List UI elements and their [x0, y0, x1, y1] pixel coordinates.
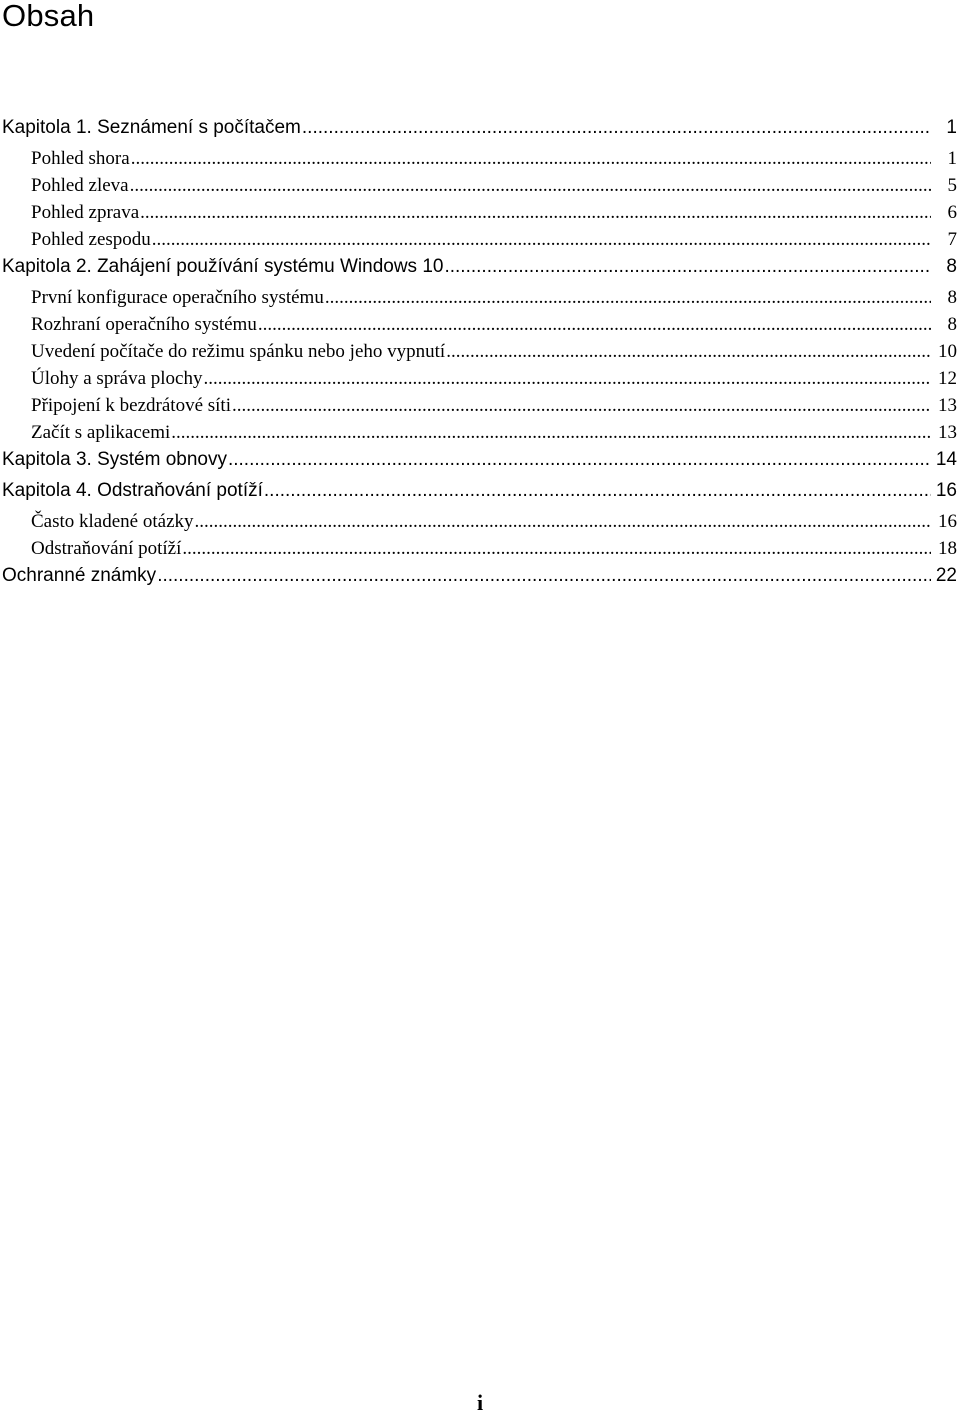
toc-dot-leader [258, 311, 931, 338]
toc-entry-page: 8 [947, 314, 957, 335]
toc-dot-leader [302, 114, 931, 141]
toc-section-entry[interactable] [2, 392, 957, 419]
toc-section-entry[interactable] [2, 535, 957, 562]
toc-dot-leader [131, 145, 931, 172]
toc-section-entry[interactable] [2, 338, 957, 365]
toc-chapter-entry[interactable] [2, 114, 957, 145]
toc-dot-leader [171, 419, 931, 446]
toc-entry-title: Kapitola 1. Seznámení s počítačem [2, 117, 301, 138]
toc-entry-title: Pohled zprava [31, 202, 140, 223]
toc-entry-title: Pohled zespodu [31, 229, 151, 250]
toc-section-entry[interactable] [2, 284, 957, 311]
toc-chapter-entry[interactable] [2, 253, 957, 284]
toc-section-entry[interactable] [2, 199, 957, 226]
toc-dot-leader [228, 446, 931, 473]
toc-dot-leader [140, 199, 931, 226]
toc-entry-title: Rozhraní operačního systému [31, 314, 257, 335]
toc-section-entry[interactable] [2, 508, 957, 535]
toc-chapter-entry[interactable] [2, 562, 957, 593]
toc-chapter-entry[interactable] [2, 477, 957, 508]
toc-entry-title: Kapitola 4. Odstraňování potíží [2, 480, 263, 501]
toc-entry-page: 14 [935, 449, 957, 470]
page-title: Obsah [2, 0, 95, 33]
toc-entry-page: 7 [947, 229, 957, 250]
toc-dot-leader [446, 338, 931, 365]
toc-entry-title: Kapitola 3. Systém obnovy [2, 449, 227, 470]
toc-entry-title: Pohled shora [31, 148, 130, 169]
toc-entry-page: 1 [946, 117, 957, 138]
toc-section-entry[interactable] [2, 172, 957, 199]
toc-dot-leader [232, 392, 931, 419]
toc-dot-leader [444, 253, 931, 280]
toc-section-entry[interactable] [2, 226, 957, 253]
toc-dot-leader [157, 562, 931, 589]
toc-entry-title: Uvedení počítače do režimu spánku nebo jeho vypnutí [31, 341, 446, 362]
toc-entry-title: První konfigurace operačního systému [31, 287, 324, 308]
toc-entry-page: 22 [935, 565, 957, 586]
toc-dot-leader [264, 477, 931, 504]
toc-entry-page: 10 [938, 341, 957, 362]
toc-entry-title: Úlohy a správa plochy [31, 368, 203, 389]
toc-entry-page: 8 [947, 287, 957, 308]
toc-section-entry[interactable] [2, 365, 957, 392]
toc-chapter-entry[interactable] [2, 446, 957, 477]
toc-entry-page: 12 [938, 368, 957, 389]
toc-entry-page: 16 [938, 511, 957, 532]
toc-entry-title: Začít s aplikacemi [31, 422, 171, 443]
toc-dot-leader [325, 284, 931, 311]
toc-dot-leader [203, 365, 931, 392]
toc-entry-title: Kapitola 2. Zahájení používání systému Windows 10 [2, 256, 444, 277]
toc-dot-leader [152, 226, 931, 253]
toc-entry-page: 16 [935, 480, 957, 501]
toc-entry-page: 13 [938, 395, 957, 416]
toc-entry-title: Odstraňování potíží [31, 538, 182, 559]
toc-entry-page: 8 [946, 256, 957, 277]
toc-dot-leader [182, 535, 931, 562]
toc-entry-page: 13 [938, 422, 957, 443]
toc-dot-leader [195, 508, 931, 535]
toc-entry-title: Často kladené otázky [31, 511, 194, 532]
table-of-contents [2, 114, 957, 593]
toc-section-entry[interactable] [2, 419, 957, 446]
toc-entry-page: 1 [947, 148, 957, 169]
toc-entry-title: Pohled zleva [31, 175, 129, 196]
toc-entry-page: 18 [938, 538, 957, 559]
toc-entry-title: Připojení k bezdrátové síti [31, 395, 231, 416]
toc-entry-page: 6 [947, 202, 957, 223]
toc-entry-page: 5 [947, 175, 957, 196]
toc-entry-title: Ochranné známky [2, 565, 157, 586]
toc-section-entry[interactable] [2, 145, 957, 172]
toc-section-entry[interactable] [2, 311, 957, 338]
toc-dot-leader [130, 172, 931, 199]
page-number: i [476, 1390, 484, 1415]
